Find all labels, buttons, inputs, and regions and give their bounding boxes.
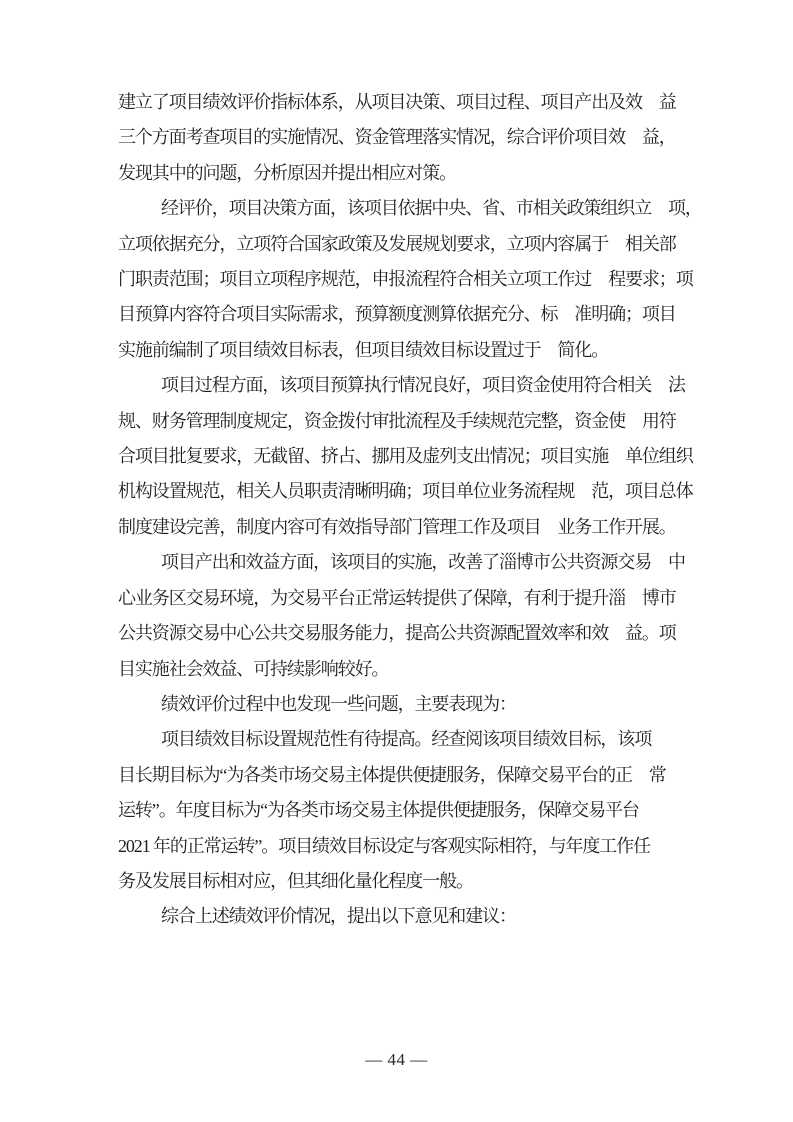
text-line: 建立了项目绩效评价指标体系，从项目决策、项目过程、项目产出及效 益 xyxy=(118,92,676,112)
page-number: — 44 — xyxy=(365,1050,428,1069)
text-line: 经评价，项目决策方面，该项目依据中央、省、市相关政策组织立 项， xyxy=(161,198,702,219)
paragraph-1 xyxy=(118,85,678,191)
paragraph-3 xyxy=(118,368,693,545)
text-line: 2021 年的正常运转”。项目绩效目标设定与客观实际相符，与年度工作任 xyxy=(118,835,650,856)
text-line: 规、财务管理制度规定，资金拨付审批流程及手续规范完整，资金使 用符 xyxy=(118,410,676,431)
text-line: 项目过程方面，该项目预算执行情况良好，项目资金使用符合相关 法 xyxy=(161,375,685,396)
text-line: 三个方面考查项目的实施情况、资金管理落实情况，综合评价项目效 益， xyxy=(118,127,676,148)
text-line: 公共资源交易中心公共交易服务能力，提高公共资源配置效率和效 益。项 xyxy=(118,623,676,644)
text-line: 门职责范围；项目立项程序规范，申报流程符合相关立项工作过 程要求；项 xyxy=(118,269,693,290)
paragraph-6 xyxy=(118,722,678,899)
page-footer xyxy=(0,1048,793,1072)
paragraph-4 xyxy=(118,545,685,687)
text-line: 立项依据充分，立项符合国家政策及发展规划要求，立项内容属于 相关部 xyxy=(118,233,676,254)
text-block xyxy=(118,85,702,935)
text-line: 项目产出和效益方面，该项目的实施，改善了淄博市公共资源交易 中 xyxy=(161,552,685,573)
text-line: 制度建设完善，制度内容可有效指导部门管理工作及项目 业务工作开展。 xyxy=(118,516,676,537)
text-line: 实施前编制了项目绩效目标表，但项目绩效目标设置过于 简化。 xyxy=(118,339,609,360)
text-line: 项目绩效目标设置规范性有待提高。经查阅该项目绩效目标，该项 xyxy=(161,729,652,750)
text-line: 运转”。年度目标为“为各类市场交易主体提供便捷服务，保障交易平台 xyxy=(118,800,639,821)
text-line: 发现其中的问题，分析原因并提出相应对策。 xyxy=(118,162,456,183)
text-line: 目长期目标为“为各类市场交易主体提供便捷服务，保障交易平台的正 常 xyxy=(118,764,666,785)
text-line: 目实施社会效益、可持续影响较好。 xyxy=(118,658,389,679)
paragraph-7 xyxy=(118,899,678,934)
paragraph-5 xyxy=(118,687,678,722)
text-line: 机构设置规范，相关人员职责清晰明确；项目单位业务流程规 范，项目总体 xyxy=(118,481,693,502)
paragraph-2 xyxy=(118,191,702,368)
text-line: 务及发展目标相对应，但其细化量化程度一般。 xyxy=(118,870,473,891)
text-line: 综合上述绩效评价情况，提出以下意见和建议： xyxy=(161,906,516,927)
text-line: 目预算内容符合项目实际需求，预算额度测算依据充分、标 准明确；项目 xyxy=(118,304,676,325)
text-line: 绩效评价过程中也发现一些问题，主要表现为： xyxy=(161,693,516,714)
text-line: 心业务区交易环境，为交易平台正常运转提供了保障，有利于提升淄 博市 xyxy=(118,587,676,608)
text-line: 合项目批复要求，无截留、挤占、挪用及虚列支出情况；项目实施 单位组织 xyxy=(118,446,693,467)
